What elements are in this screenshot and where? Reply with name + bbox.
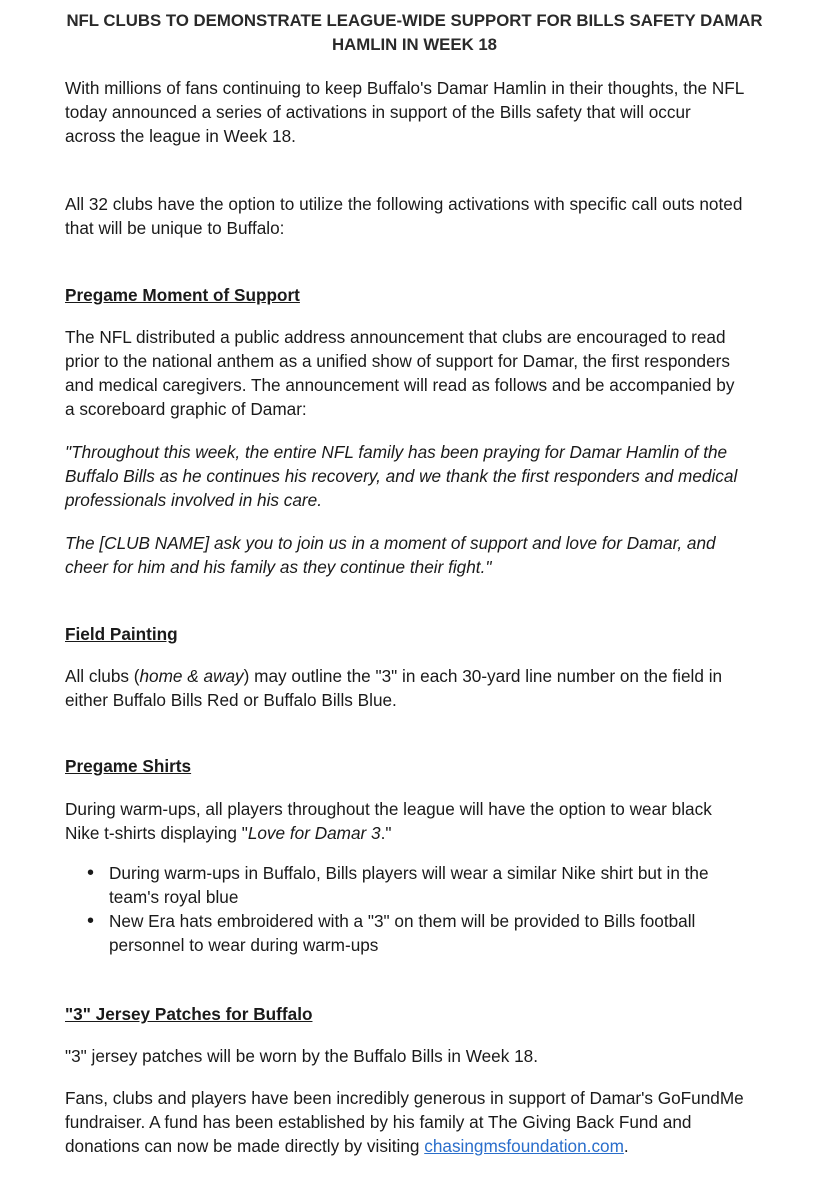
heading-field-painting: Field Painting bbox=[65, 624, 178, 644]
document-title: NFL CLUBS TO DEMONSTRATE LEAGUE-WIDE SUPPORT FOR BILLS SAFETY DAMAR HAMLIN IN WEEK 18 bbox=[66, 11, 763, 54]
heading-pregame-moment: Pregame Moment of Support bbox=[65, 285, 300, 305]
fund-text-end: . bbox=[623, 1136, 629, 1156]
pregame-shirts-body bbox=[65, 797, 745, 845]
pregame-shirts-bullet-list bbox=[65, 861, 745, 957]
fund-text: Fans, clubs and players have been incredibly generous in support of Damar's GoFundMe fundraiser. A fund has been established by his family at The Giving Back Fund and donations can now be made directly by visiting bbox=[65, 1088, 744, 1156]
list-item: • During warm-ups in Buffalo, Bills players will wear a similar Nike shirt but in the team's royal blue bbox=[65, 861, 745, 909]
list-item: • New Era hats embroidered with a "3" on them will be provided to Bills football personnel to wear during warm-ups bbox=[65, 909, 745, 957]
field-painting-emphasis: home & away bbox=[139, 666, 244, 686]
jersey-patches-body: "3" jersey patches will be worn by the Buffalo Bills in Week 18. bbox=[65, 1046, 538, 1066]
pregame-shirts-text-end: ." bbox=[380, 823, 392, 843]
pregame-shirts-text-start: During warm-ups, all players throughout the league will have the option to wear black Nike t-shirts displaying " bbox=[65, 799, 712, 843]
clubs-option-paragraph: All 32 clubs have the option to utilize the following activations with specific call outs noted that will be unique to Buffalo: bbox=[65, 194, 743, 238]
intro-paragraph: With millions of fans continuing to keep Buffalo's Damar Hamlin in their thoughts, the NFL today announced a series of activations in support of the Bills safety that will occur across the league in Week 18. bbox=[65, 78, 744, 146]
field-painting-text-end: ) may outline the "3" in each 30-yard line number on the field in either Buffalo Bills Red or Buffalo Bills Blue. bbox=[65, 666, 723, 710]
field-painting-body bbox=[65, 664, 745, 712]
foundation-link[interactable]: chasingmsfoundation.com bbox=[424, 1136, 624, 1156]
pregame-moment-body: The NFL distributed a public address announcement that clubs are encouraged to read prior to the national anthem as a unified show of support for Damar, the first responders and medical caregivers. The announcement will read as follows and be accompanied by a scoreboard graphic of Damar: bbox=[65, 327, 735, 419]
pregame-shirts-emphasis: Love for Damar 3 bbox=[247, 823, 381, 843]
field-painting-text-start: All clubs ( bbox=[65, 666, 140, 686]
announcement-quote-1: "Throughout this week, the entire NFL family has been praying for Damar Hamlin of the Buffalo Bills as he continues his recovery, and we thank the first responders and medical professionals involved in his care. bbox=[65, 442, 738, 510]
fund-paragraph bbox=[65, 1086, 745, 1158]
heading-jersey-patches: "3" Jersey Patches for Buffalo bbox=[65, 1004, 313, 1024]
heading-pregame-shirts: Pregame Shirts bbox=[65, 756, 192, 776]
announcement-quote-2: The [CLUB NAME] ask you to join us in a moment of support and love for Damar, and cheer for him and his family as they continue their fight." bbox=[65, 533, 716, 577]
